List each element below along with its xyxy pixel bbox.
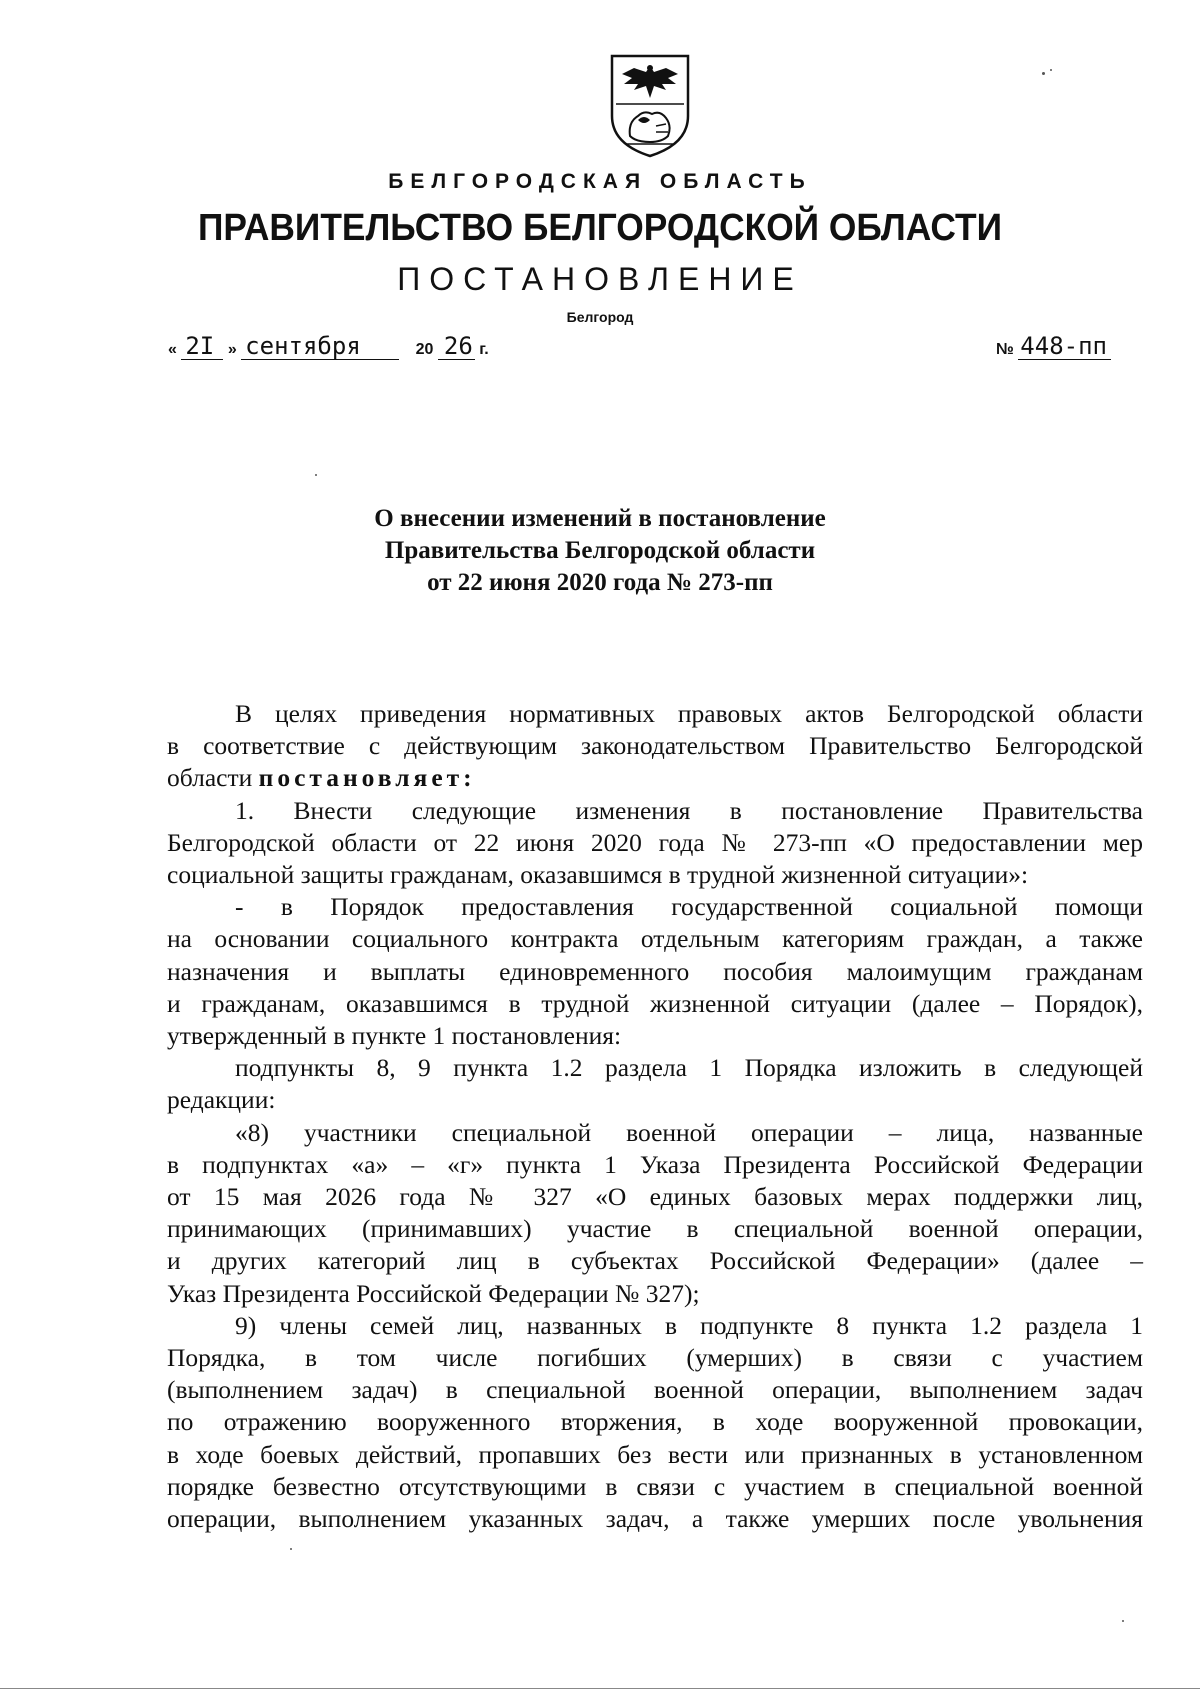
date-year-prefix: 20: [415, 341, 434, 358]
resolution-word: постановляет:: [258, 763, 476, 793]
body-line: социальной защиты гражданам, оказавшимся в трудной жизненной ситуации»:: [167, 860, 1029, 890]
body-text: области: [167, 763, 253, 793]
date-month: сентября: [241, 333, 399, 360]
scan-speck: [290, 1548, 292, 1550]
scan-edge-line: [0, 1688, 1200, 1689]
body-line: назначения и выплаты единовременного пособия малоимущим гражданам: [167, 956, 1143, 986]
body-line: операции, выполнением указанных задач, а также умерших после увольнения: [167, 1504, 1143, 1534]
body-line: (выполнением задач) в специальной военной операции, выполнением задач: [167, 1375, 1143, 1405]
body-line: - в Порядок предоставления государственной социальной помощи: [235, 892, 1143, 922]
number-value: 448-пп: [1018, 333, 1111, 360]
government-name: ПРАВИТЕЛЬСТВО БЕЛГОРОДСКОЙ ОБЛАСТИ: [198, 207, 1002, 249]
document-body: [167, 698, 1143, 1535]
title-line: О внесении изменений в постановление: [374, 505, 826, 532]
city-name: Белгород: [566, 309, 634, 325]
body-line: «8) участники специальной военной операции – лица, названные: [235, 1117, 1143, 1147]
document-title: [0, 503, 1200, 599]
title-line: Правительства Белгородской области: [384, 537, 816, 564]
document-date: [168, 333, 489, 363]
body-line: редакции:: [167, 1085, 276, 1115]
body-line: подпункты 8, 9 пункта 1.2 раздела 1 Порядка изложить в следующей: [235, 1053, 1143, 1083]
region-name: БЕЛГОРОДСКАЯ ОБЛАСТЬ: [388, 170, 812, 193]
body-line: по отражению вооруженного вторжения, в ходе вооруженной провокации,: [167, 1407, 1143, 1437]
body-line: 1. Внести следующие изменения в постановление Правительства: [235, 795, 1143, 825]
date-close-quote: »: [227, 341, 237, 358]
body-line: Порядка, в том числе погибших (умерших) в связи с участием: [167, 1343, 1143, 1373]
date-year-unit: г.: [479, 341, 489, 358]
date-year-suffix: 26: [438, 333, 475, 360]
document-number: [996, 333, 1111, 363]
document-type: ПОСТАНОВЛЕНИЕ: [397, 261, 803, 297]
body-line: 9) члены семей лиц, названных в подпункте 8 пункта 1.2 раздела 1: [235, 1310, 1143, 1340]
number-prefix: №: [996, 341, 1014, 358]
body-line: и гражданам, оказавшимся в трудной жизненной ситуации (далее – Порядок),: [167, 988, 1143, 1018]
title-line: от 22 июня 2020 года № 273-пп: [427, 569, 773, 596]
body-line: принимающих (принимавших) участие в специальной военной операции,: [167, 1214, 1143, 1244]
scan-speck: [1122, 1620, 1124, 1622]
body-line: порядке безвестно отсутствующими в связи с участием в специальной военной: [167, 1471, 1143, 1501]
body-line: на основании социального контракта отдельным категориям граждан, а также: [167, 924, 1143, 954]
body-line: [167, 762, 1143, 794]
body-line: в ходе боевых действий, пропавших без вести или признанных в установленном: [167, 1439, 1143, 1469]
scan-speck: [1050, 69, 1052, 71]
coat-of-arms-emblem: [604, 52, 696, 158]
body-line: от 15 мая 2026 года № 327 «О единых базовых мерах поддержки лиц,: [167, 1182, 1143, 1212]
body-line: Указ Президента Российской Федерации № 327);: [167, 1278, 700, 1308]
scan-speck: [1042, 72, 1045, 75]
body-line: В целях приведения нормативных правовых актов Белгородской области: [235, 699, 1143, 728]
date-day: 2I: [181, 333, 223, 360]
date-open-quote: «: [168, 341, 177, 358]
body-line: Белгородской области от 22 июня 2020 года № 273-пп «О предоставлении мер: [167, 827, 1143, 857]
scan-speck: [315, 474, 317, 476]
body-line: и других категорий лиц в субъектах Российской Федерации» (далее –: [167, 1246, 1143, 1276]
body-line: утвержденный в пункте 1 постановления:: [167, 1021, 622, 1051]
body-line: в подпунктах «а» – «г» пункта 1 Указа Президента Российской Федерации: [167, 1149, 1143, 1179]
body-line: в соответствие с действующим законодательством Правительство Белгородской: [167, 731, 1143, 761]
